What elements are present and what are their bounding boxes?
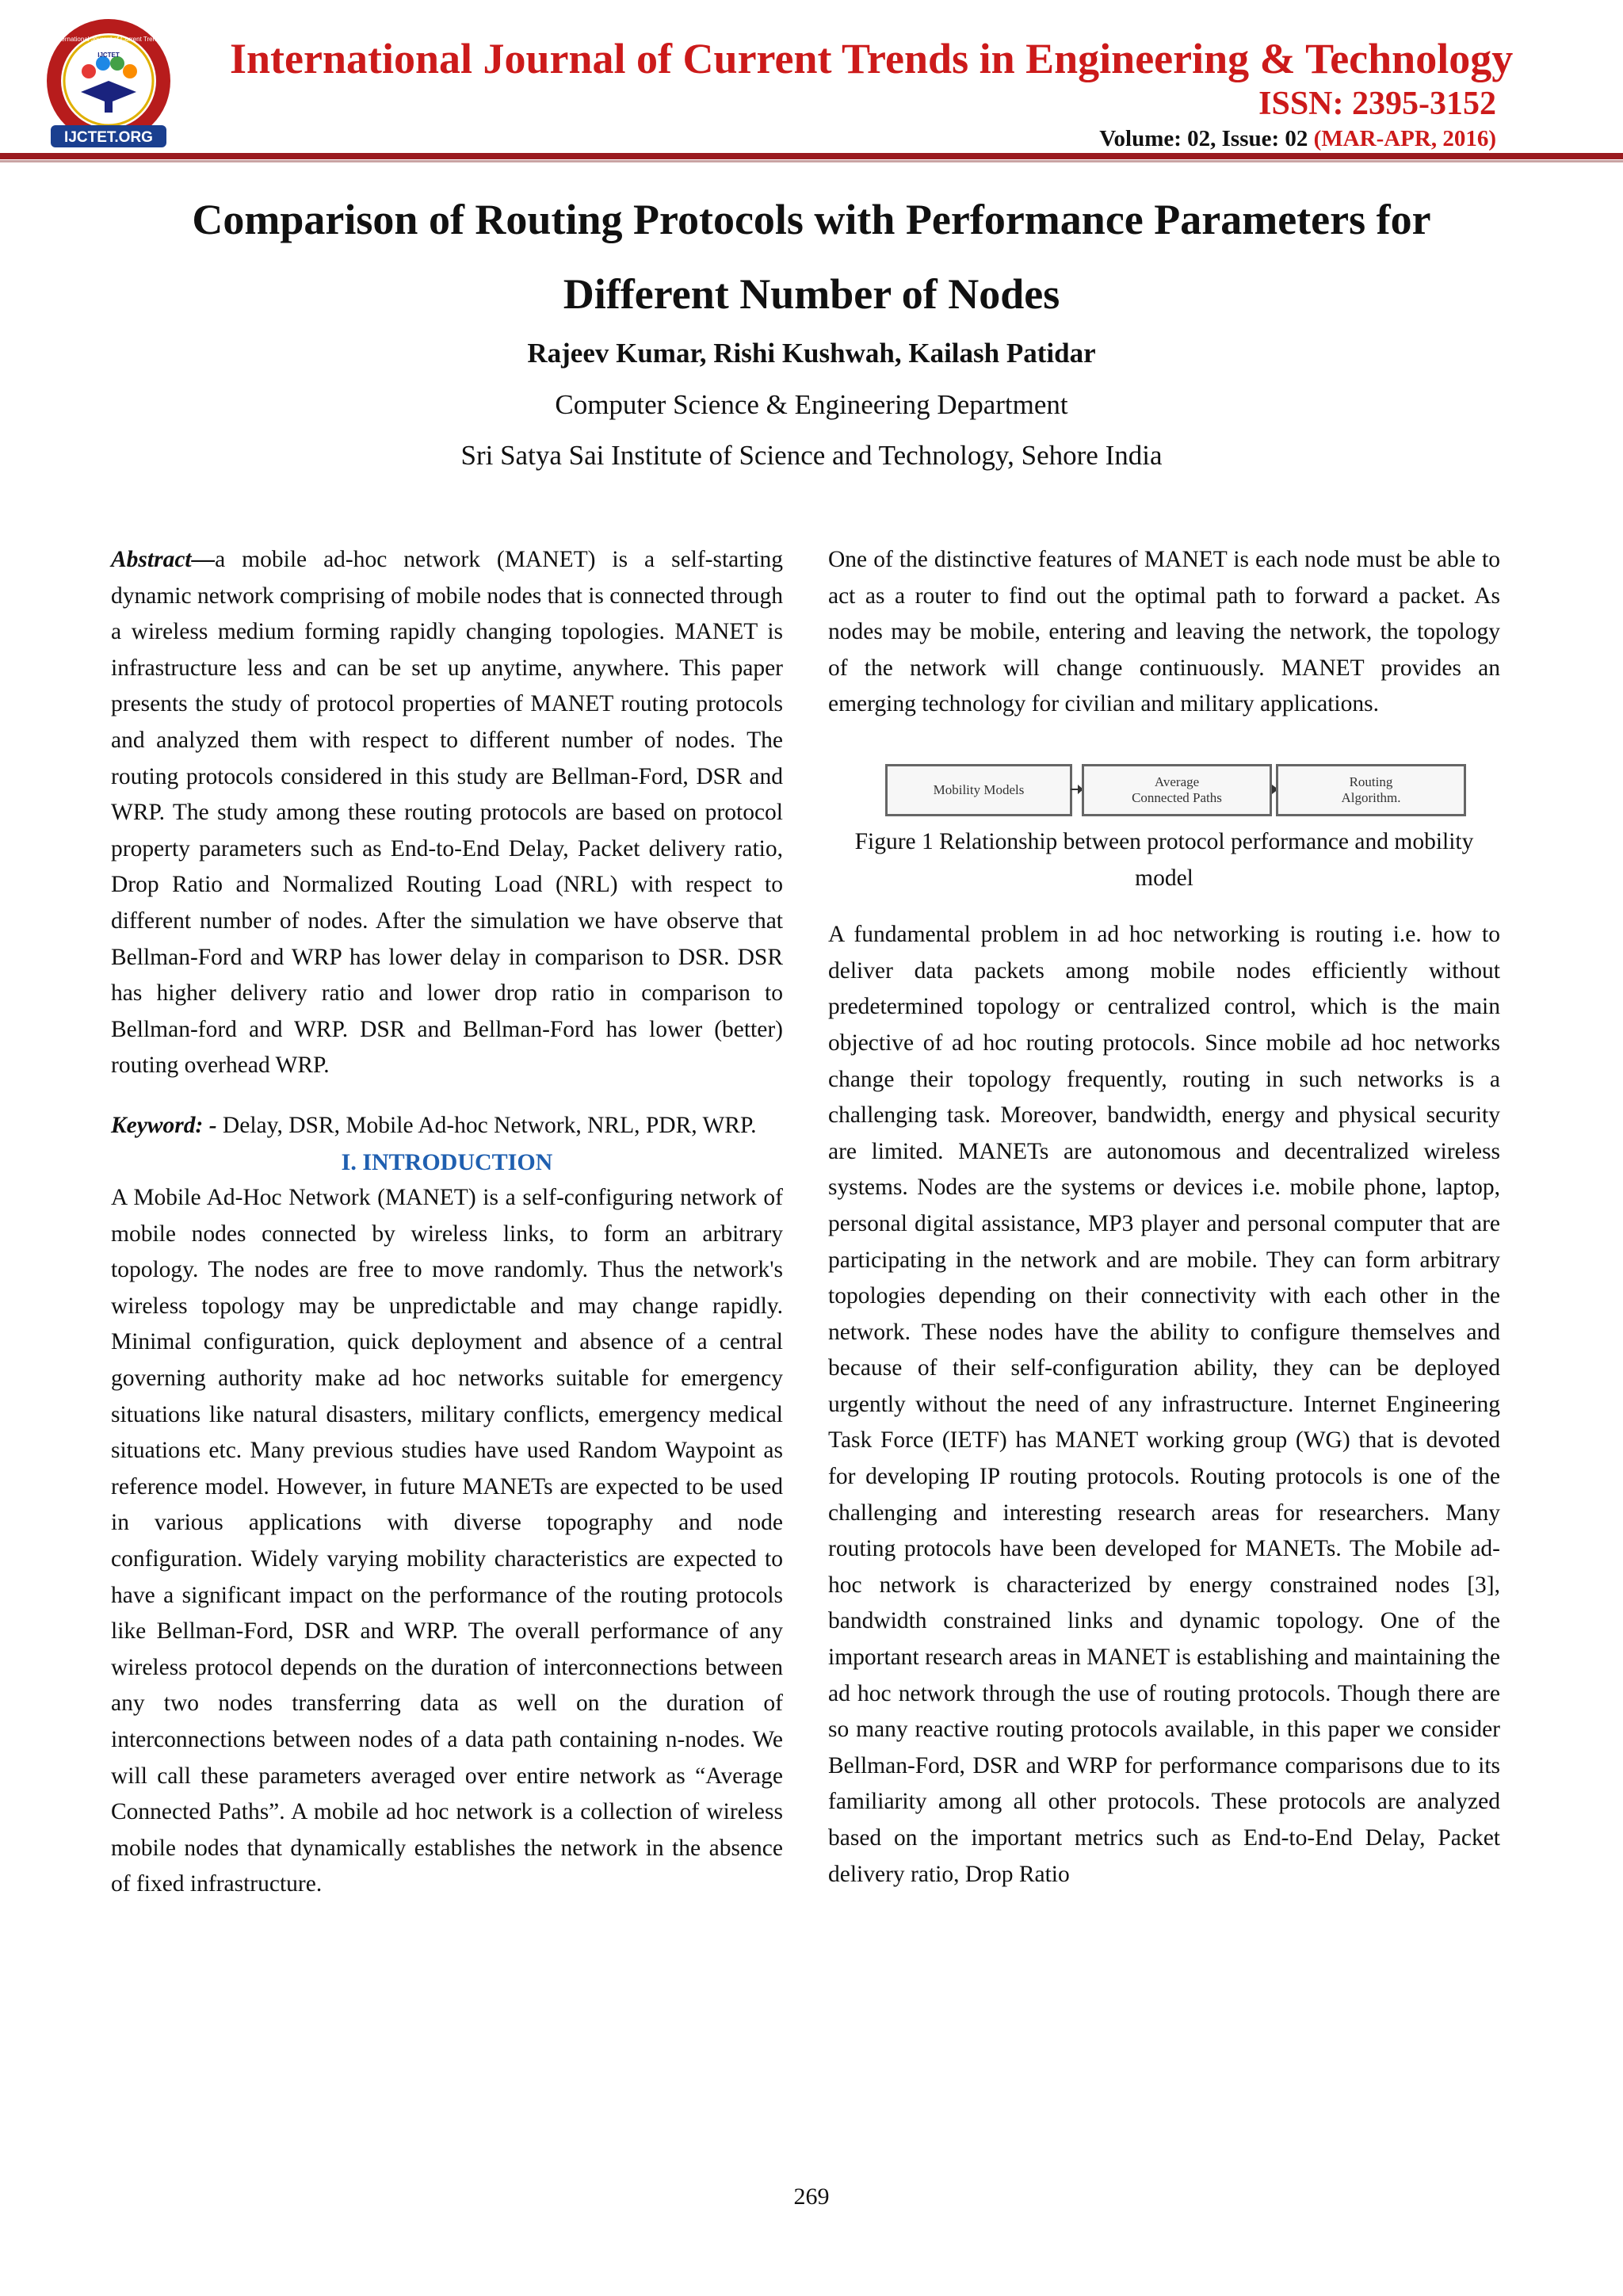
left-column: [111, 542, 783, 1903]
abstract-label: Abstract—: [111, 547, 216, 572]
section-heading-introduction: I. INTRODUCTION: [341, 1148, 553, 1175]
figure-box-mobility-models: [885, 764, 1072, 816]
intro-paragraph-3: A fundamental problem in ad hoc networking is routing i.e. how to deliver data packets among mobile nodes efficiently without predetermined topology or centralized control, which is the main objective of ad hoc routing protocols. Since mobile ad hoc networks change their topology frequently, routing in such networks is a challenging task. Moreover, bandwidth, energy and physical security are limited. MANETs are autonomous and decentralized wireless systems. Nodes are the systems or devices i.e. mobile phone, laptop, personal digital assistance, MP3 player and personal computer that are participating in the network and are mobile. They can form arbitrary topologies depending on their connectivity with each other in the network. These nodes have the ability to configure themselves and because of their self-configuration ability, they can be deployed urgently without the need of any infrastructure. Internet Engineering Task Force (IETF) has MANET working group (WG) that is devoted for developing IP routing protocols. Routing protocols is one of the challenging and interesting research areas for researchers. Many routing protocols have been developed for MANETs. The Mobile ad-hoc network is characterized by energy constrained nodes [3], bandwidth constrained links and dynamic topology. One of the important research areas in MANET is establishing and maintaining the ad hoc network through the use of routing protocols. Though there are so many reactive routing protocols available, in this paper we consider Bellman-Ford, DSR and WRP for performance comparisons due to its familiarity among all other protocols. These protocols are analyzed based on the important metrics such as End-to-End Delay, Packet delivery ratio, Drop Ratio: [828, 922, 1500, 1887]
header-rule: [0, 153, 1623, 159]
issn: ISSN: 2395-3152: [1258, 86, 1496, 122]
affiliation-department: Computer Science & Engineering Department: [555, 389, 1068, 420]
figure-box-average-line1: Average: [1154, 774, 1200, 789]
right-column: [828, 542, 1500, 1893]
figure-box-average-connected-paths: [1082, 764, 1272, 816]
intro-paragraph-1: A Mobile Ad-Hoc Network (MANET) is a self-configuring network of mobile nodes connected by wireless links, to form an arbitrary topology. The nodes are free to move randomly. Thus the network's wireless topology may be unpredictable and may change rapidly. Minimal configuration, quick deployment and absence of a central governing authority make ad hoc networks suitable for emergency situations like natural disasters, military conflicts, emergency medical situations etc. Many previous studies have used Random Waypoint as reference model. However, in future MANETs are expected to be used in various applications with diverse topography and node configuration. Widely varying mobility characteristics are expected to have a significant impact on the performance of the routing protocols like Bellman-Ford, DSR and WRP. The overall performance of any wireless protocol depends on the duration of interconnections between any two nodes transferring data as well on the duration of interconnections between nodes of a data path containing n-nodes. We will call these parameters averaged over entire network as “Average Connected Paths”. A mobile ad hoc network is a collection of wireless mobile nodes that dynamically establishes the network in the absence of fixed infrastructure.: [111, 1185, 783, 1897]
figure-box-routing-algorithm: [1276, 764, 1466, 816]
page-number: 269: [793, 2183, 830, 2210]
logo-mark: IJCTET: [97, 52, 120, 59]
affiliation-institute: Sri Satya Sai Institute of Science and Technology, Sehore India: [460, 440, 1163, 471]
figure-1-diagram: [828, 753, 1500, 824]
intro-paragraph-2: One of the distinctive features of MANET is each node must be able to act as a router to find out the optimal path to forward a packet. As nodes may be mobile, entering and leaving the network, the topology of the network will change continuously. MANET provides an emerging technology for civilian and military applications.: [828, 547, 1500, 717]
header-rule-thin: [0, 160, 1623, 162]
journal-title: International Journal of Current Trends in Engineering & Technology: [230, 35, 1514, 82]
authors: Rajeev Kumar, Rishi Kushwah, Kailash Patidar: [527, 338, 1096, 369]
journal-logo: [41, 16, 176, 151]
volume-issue: [1099, 125, 1496, 152]
keywords-text: Delay, DSR, Mobile Ad-hoc Network, NRL, PDR, WRP.: [216, 1112, 757, 1138]
figure-box-routing-line2: Algorithm.: [1341, 789, 1401, 805]
paper-title-line2: Different Number of Nodes: [563, 270, 1060, 318]
logo-ring-text: International Journal of Current Trends: [54, 36, 163, 43]
paper-title: [111, 182, 1512, 331]
volume-date: (MAR-APR, 2016): [1313, 126, 1496, 151]
figure-box-routing-line1: Routing: [1349, 774, 1393, 789]
keywords-label: Keyword: -: [111, 1112, 217, 1138]
abstract: [111, 542, 783, 1084]
figure-box-average-line2: Connected Paths: [1132, 789, 1222, 805]
abstract-text: a mobile ad-hoc network (MANET) is a self-starting dynamic network comprising of mobile nodes that is connected through a wireless medium forming rapidly changing topologies. MANET is infrastructure less and can be set up anytime, anywhere. This paper presents the study of protocol properties of MANET routing protocols and analyzed them with respect to different number of nodes. The routing protocols considered in this study are Bellman-Ford, DSR and WRP. The study among these routing protocols are based on protocol property parameters such as End-to-End Delay, Packet delivery ratio, Drop Ratio and Normalized Routing Load (NRL) with respect to different number of nodes. After the simulation we have observe that Bellman-Ford and WRP has lower delay in comparison to DSR. DSR has higher delivery ratio and lower drop ratio in comparison to Bellman-ford and WRP. DSR and Bellman-Ford has lower (better) routing overhead WRP.: [111, 547, 783, 1079]
keywords: [111, 1108, 783, 1144]
paper-title-line1: Comparison of Routing Protocols with Performance Parameters for: [192, 196, 1431, 243]
figure-box-mobility-label: Mobility Models: [933, 781, 1025, 797]
volume-text: Volume: 02, Issue: 02: [1099, 126, 1308, 151]
figure-1-caption: Figure 1 Relationship between protocol performance and mobility model: [854, 828, 1474, 891]
logo-text: IJCTET.ORG: [64, 129, 153, 146]
